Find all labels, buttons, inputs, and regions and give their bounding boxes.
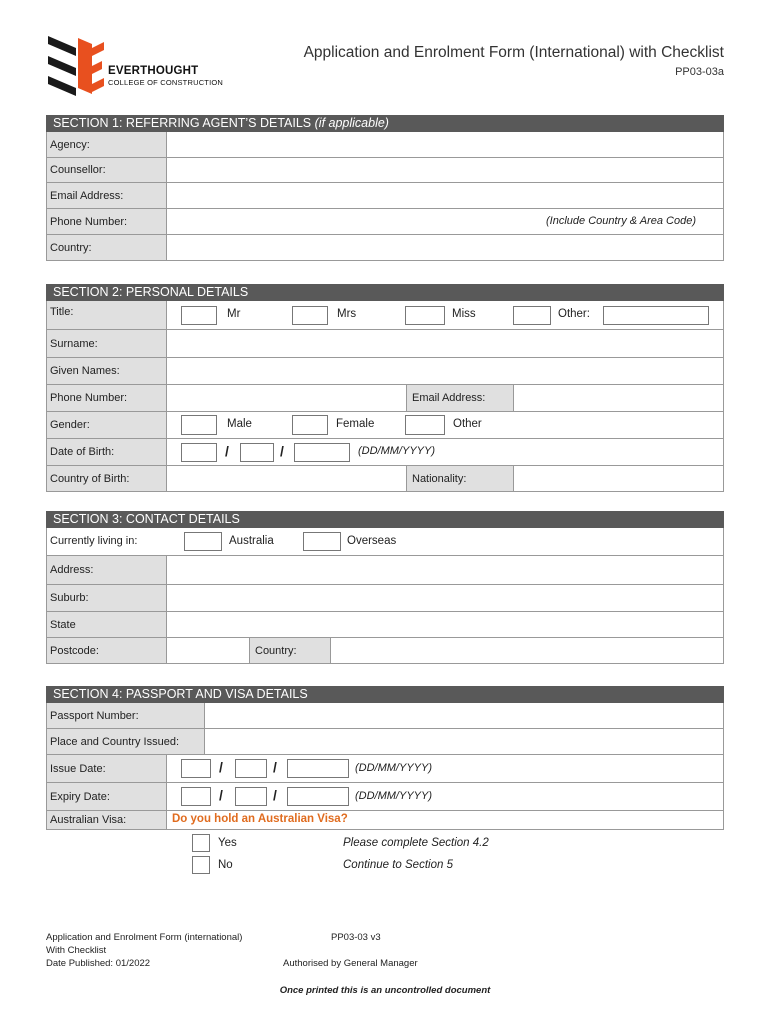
- expiry-day-input[interactable]: [181, 787, 211, 806]
- visa-yes-note: Please complete Section 4.2: [343, 837, 489, 849]
- section-2-header: SECTION 2: PERSONAL DETAILS: [46, 284, 724, 301]
- dob-year-input[interactable]: [294, 443, 350, 462]
- gender-row: [46, 412, 724, 439]
- given-names-row: [46, 358, 724, 385]
- dob-day-input[interactable]: [181, 443, 217, 462]
- gender-other-label: Other: [453, 418, 482, 430]
- footer-authorised: Authorised by General Manager: [283, 958, 418, 969]
- living-label: Currently living in:: [47, 528, 167, 555]
- expiry-date-row: [46, 783, 724, 811]
- agent-email-label: Email Address:: [47, 183, 167, 208]
- contact-country-input[interactable]: [331, 638, 723, 663]
- logo-mark-icon: [46, 34, 116, 96]
- title-mrs-checkbox[interactable]: [292, 306, 328, 325]
- issue-year-input[interactable]: [287, 759, 349, 778]
- agent-country-row: [46, 235, 724, 261]
- issue-date-label: Issue Date:: [47, 755, 167, 782]
- dob-separator-2: /: [280, 443, 284, 459]
- address-row: [46, 556, 724, 585]
- living-australia-checkbox[interactable]: [184, 532, 222, 551]
- dob-separator-1: /: [225, 443, 229, 459]
- birth-country-input[interactable]: [167, 466, 406, 491]
- living-overseas-label: Overseas: [347, 535, 397, 547]
- counsellor-input[interactable]: [167, 158, 723, 182]
- footer-doc-info: [46, 931, 242, 970]
- title-mrs-label: Mrs: [337, 308, 357, 320]
- expiry-year-input[interactable]: [287, 787, 349, 806]
- agency-input[interactable]: [167, 132, 723, 157]
- section-passport-visa: [46, 686, 724, 830]
- agent-email-input[interactable]: [167, 183, 723, 208]
- nationality-input[interactable]: [514, 466, 723, 491]
- personal-phone-row: [46, 385, 724, 412]
- visa-no-checkbox[interactable]: [192, 856, 210, 874]
- issue-day-input[interactable]: [181, 759, 211, 778]
- footer-line-2: With Checklist: [46, 945, 107, 956]
- given-names-label: Given Names:: [47, 358, 167, 384]
- postcode-label: Postcode:: [47, 638, 167, 663]
- place-issued-input[interactable]: [205, 729, 723, 754]
- expiry-separator-1: /: [219, 787, 223, 803]
- title-miss-label: Miss: [452, 308, 476, 320]
- gender-male-checkbox[interactable]: [181, 415, 217, 435]
- gender-male-label: Male: [227, 418, 252, 430]
- birth-country-row: [46, 466, 724, 492]
- title-other-checkbox[interactable]: [513, 306, 551, 325]
- expiry-separator-2: /: [273, 787, 277, 803]
- state-input[interactable]: [167, 612, 723, 637]
- section-1-header: SECTION 1: REFERRING AGENT’S DETAILS (if applicable): [46, 115, 724, 132]
- living-overseas-checkbox[interactable]: [303, 532, 341, 551]
- section-4-header: SECTION 4: PASSPORT AND VISA DETAILS: [46, 686, 724, 703]
- form-title: Application and Enrolment Form (International) with Checklist: [303, 44, 724, 61]
- title-mr-checkbox[interactable]: [181, 306, 217, 325]
- surname-input[interactable]: [167, 330, 723, 357]
- section-1-note: (if applicable): [314, 116, 389, 130]
- title-mr-label: Mr: [227, 308, 241, 320]
- postcode-row: [46, 638, 724, 664]
- visa-yes-label: Yes: [218, 837, 237, 849]
- issue-separator-1: /: [219, 759, 223, 775]
- logo-subtitle: COLLEGE OF CONSTRUCTION: [108, 78, 224, 87]
- visa-yes-checkbox[interactable]: [192, 834, 210, 852]
- living-australia-label: Australia: [229, 535, 274, 547]
- counsellor-label: Counsellor:: [47, 158, 167, 182]
- address-label: Address:: [47, 556, 167, 584]
- gender-other-checkbox[interactable]: [405, 415, 445, 435]
- section-referring-agent: [46, 115, 724, 261]
- expiry-month-input[interactable]: [235, 787, 267, 806]
- phone-format-hint: (Include Country & Area Code): [546, 215, 696, 227]
- issue-separator-2: /: [273, 759, 277, 775]
- visa-question: Do you hold an Australian Visa?: [172, 813, 348, 825]
- nationality-label: Nationality:: [406, 466, 514, 491]
- suburb-row: [46, 585, 724, 612]
- contact-country-label: Country:: [249, 638, 331, 663]
- suburb-label: Suburb:: [47, 585, 167, 611]
- issue-date-row: [46, 755, 724, 783]
- surname-row: [46, 330, 724, 358]
- visa-row: [46, 811, 724, 830]
- given-names-input[interactable]: [167, 358, 723, 384]
- personal-email-input[interactable]: [514, 385, 723, 411]
- gender-label: Gender:: [47, 412, 167, 438]
- postcode-input[interactable]: [167, 638, 249, 663]
- state-label: State: [47, 612, 167, 637]
- dob-format-hint: (DD/MM/YYYY): [358, 445, 435, 457]
- agency-label: Agency:: [47, 132, 167, 157]
- issue-format-hint: (DD/MM/YYYY): [355, 762, 432, 774]
- title-row: [46, 301, 724, 330]
- section-3-header: SECTION 3: CONTACT DETAILS: [46, 511, 724, 528]
- agent-email-row: [46, 183, 724, 209]
- counsellor-row: [46, 158, 724, 183]
- suburb-input[interactable]: [167, 585, 723, 611]
- agent-country-label: Country:: [47, 235, 167, 260]
- surname-label: Surname:: [47, 330, 167, 357]
- agent-phone-label: Phone Number:: [47, 209, 167, 234]
- birth-country-label: Country of Birth:: [47, 466, 167, 491]
- title-label: Title:: [47, 301, 167, 329]
- expiry-date-label: Expiry Date:: [47, 783, 167, 810]
- dob-month-input[interactable]: [240, 443, 274, 462]
- state-row: [46, 612, 724, 638]
- gender-female-label: Female: [336, 418, 375, 430]
- footer-version: PP03-03 v3: [331, 932, 381, 943]
- personal-phone-label: Phone Number:: [47, 385, 167, 411]
- uncontrolled-notice: Once printed this is an uncontrolled document: [279, 985, 491, 996]
- personal-phone-input[interactable]: [167, 385, 406, 411]
- form-code: PP03-03a: [675, 66, 724, 78]
- passport-row: [46, 703, 724, 729]
- visa-no-note: Continue to Section 5: [343, 859, 453, 871]
- footer-date-published: Date Published: 01/2022: [46, 958, 151, 969]
- footer-line-1: Application and Enrolment Form (international): [46, 932, 243, 943]
- section-personal-details: [46, 284, 724, 492]
- visa-no-label: No: [218, 859, 233, 871]
- issue-month-input[interactable]: [235, 759, 267, 778]
- gender-female-checkbox[interactable]: [292, 415, 328, 435]
- college-logo: [46, 34, 236, 96]
- living-row: [46, 528, 724, 556]
- logo-wordmark: EVERTHOUGHT: [108, 65, 199, 77]
- section-contact-details: [46, 511, 724, 664]
- place-issued-label: Place and Country Issued:: [47, 729, 205, 754]
- agent-country-input[interactable]: [167, 235, 723, 260]
- dob-row: [46, 439, 724, 466]
- title-other-label: Other:: [558, 308, 590, 320]
- agency-row: [46, 132, 724, 158]
- address-input[interactable]: [167, 556, 723, 584]
- visa-label: Australian Visa:: [47, 811, 167, 829]
- agent-phone-row: [46, 209, 724, 235]
- title-miss-checkbox[interactable]: [405, 306, 445, 325]
- expiry-format-hint: (DD/MM/YYYY): [355, 790, 432, 802]
- place-issued-row: [46, 729, 724, 755]
- title-other-input[interactable]: [603, 306, 709, 325]
- passport-label: Passport Number:: [47, 703, 205, 728]
- passport-input[interactable]: [205, 703, 723, 728]
- dob-label: Date of Birth:: [47, 439, 167, 465]
- personal-email-label: Email Address:: [406, 385, 514, 411]
